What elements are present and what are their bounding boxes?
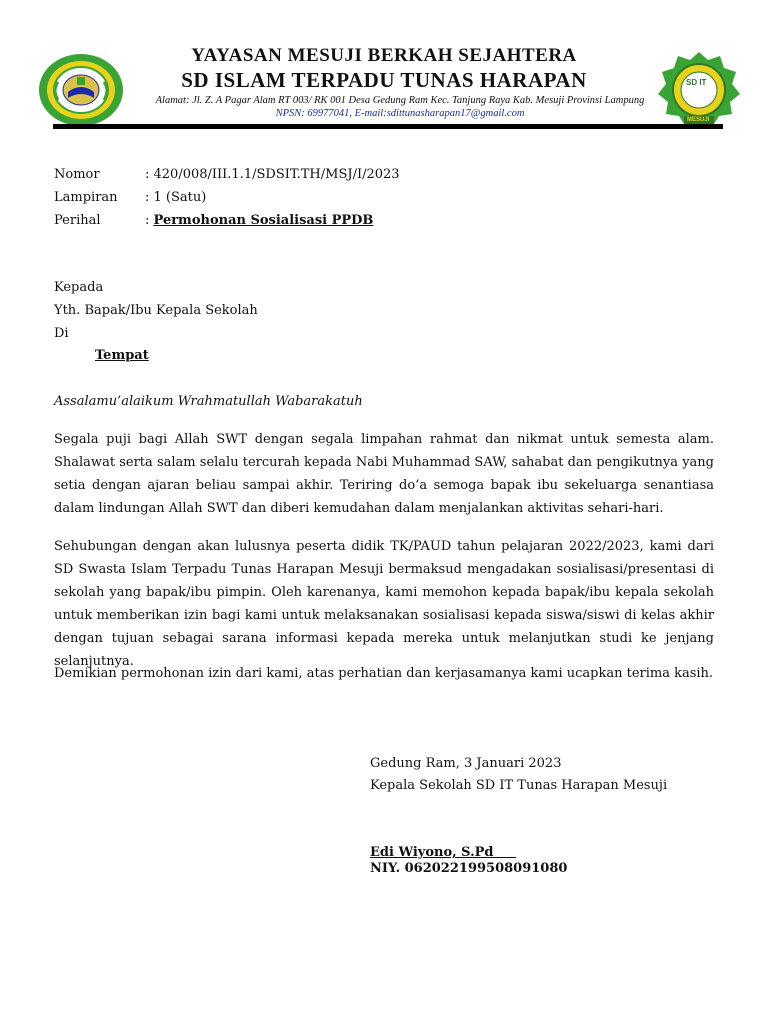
nomor-value: : 420/008/III.1.1/SDSIT.TH/MSJ/I/2023 — [145, 167, 400, 182]
signer-niy: NIY. 062022199508091080 — [370, 861, 568, 876]
lampiran-label: Lampiran — [54, 190, 118, 205]
place-date: Gedung Ram, 3 Januari 2023 — [370, 756, 562, 771]
letterhead-divider — [53, 124, 723, 129]
paragraph-closing: Demikian permohonan izin dari kami, atas perhatian dan kerjasamanya kami ucapkan terima kasih. — [54, 666, 714, 681]
di-label: Di — [54, 326, 69, 341]
perihal-value: Permohonan Sosialisasi PPDB — [153, 213, 374, 228]
perihal-label: Perihal — [54, 213, 101, 228]
signer-name: Edi Wiyono, S.Pd — [370, 845, 517, 860]
school-contact: NPSN: 69977041, E-mail:sdittunasharapan17@gmail.com — [275, 108, 525, 119]
tempat-label: Tempat — [95, 348, 149, 363]
logo-text: SD IT — [686, 78, 707, 87]
school-name: SD ISLAM TERPADU TUNAS HARAPAN — [181, 68, 587, 92]
school-address: Alamat: Jl. Z. A Pagar Alam RT 003/ RK 001 Desa Gedung Ram Kec. Tanjung Raya Kab. Mesuji Provinsi Lampung — [155, 95, 645, 106]
logo-caption: MESUJI — [687, 117, 710, 123]
paragraph-opening: Segala puji bagi Allah SWT dengan segala limpahan rahmat dan nikmat untuk semesta alam. Shalawat serta salam selalu tercurah kepada Nabi Muhammad SAW, sahabat dan pengikutnya yang setia dengan ajaran beliau sampai akhir. Teriring do’a semoga bapak ibu sekeluarga senantiasa dalam lindungan Allah SWT dan diberi kemudahan dalam menjalankan aktivitas sehari-hari. — [54, 432, 714, 516]
nomor-label: Nomor — [54, 167, 100, 182]
paragraph-request: Sehubungan dengan akan lulusnya peserta didik TK/PAUD tahun pelajaran 2022/2023, kami dari SD Swasta Islam Terpadu Tunas Harapan Mesuji bermaksud mengadakan sosialisasi/presentasi di sekolah yang bapak/ibu pimpin. Oleh karenanya, kami memohon kepada bapak/ibu kepala sekolah untuk memberikan izin bagi kami untuk melaksanakan sosialisasi kepada siswa/siswi di kelas akhir dengan tujuan sebagai sarana informasi kepada mereka untuk melanjutkan studi ke jenjang selanjutnya. — [54, 539, 714, 669]
lampiran-value: : 1 (Satu) — [145, 190, 207, 205]
foundation-name: YAYASAN MESUJI BERKAH SEJAHTERA — [191, 45, 577, 66]
perihal-field — [145, 213, 373, 228]
recipient-line: Yth. Bapak/Ibu Kepala Sekolah — [54, 303, 258, 318]
greeting: Assalamu’alaikum Wrahmatullah Wabarakatuh — [54, 394, 363, 409]
kepada-label: Kepada — [54, 280, 104, 295]
perihal-colon: : — [145, 213, 154, 228]
signer-position: Kepala Sekolah SD IT Tunas Harapan Mesuji — [370, 778, 668, 793]
